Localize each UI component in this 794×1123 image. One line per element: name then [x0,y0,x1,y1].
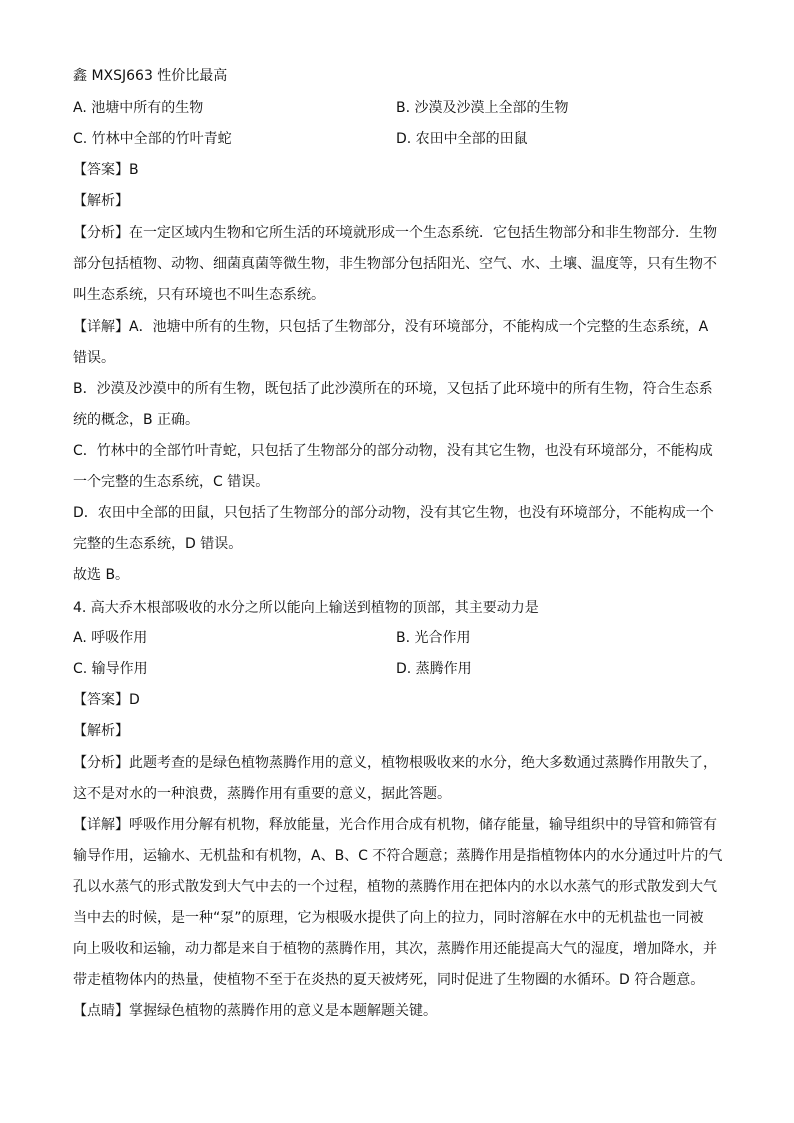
q3-option-d: D. 农田中全部的田鼠 [396,131,528,147]
q4-jiexi-heading: 【解析】 [73,723,129,739]
q4-option-b: B. 光合作用 [396,630,471,646]
q3-detail-line: 统的概念，B 正确。 [73,412,200,428]
q3-detail-line: 一个完整的生态系统，C 错误。 [73,474,270,490]
q4-key-point: 【点睛】掌握绿色植物的蒸腾作用的意义是本题解题关键。 [73,1003,437,1019]
q3-jiexi-heading: 【解析】 [73,193,129,209]
q3-analysis-line: 【分析】在一定区域内生物和它所生活的环境就形成一个生态系统．它包括生物部分和非生物部分．生物 [73,225,717,241]
q3-option-a: A. 池塘中所有的生物 [73,100,204,116]
q3-conclusion: 故选 B。 [73,567,130,583]
q4-stem: 4. 高大乔木根部吸收的水分之所以能向上输送到植物的顶部，其主要动力是 [73,600,539,616]
q3-detail-line: C．竹林中的全部竹叶青蛇，只包括了生物部分的部分动物，没有其它生物，也没有环境部分，不能构成 [73,443,713,459]
q3-analysis [73,218,723,311]
q4-option-a: A. 呼吸作用 [73,630,148,646]
q3-analysis-line: 叫生态系统，只有环境也不叫生态系统。 [73,287,325,303]
q4-detail-line: 输导作用，运输水、无机盐和有机物，A、B、C 不符合题意；蒸腾作用是指植物体内的水分通过叶片的气 [73,848,723,864]
q3-option-c: C. 竹林中全部的竹叶青蛇 [73,131,232,147]
q3-answer: 【答案】B [73,162,139,178]
q4-analysis [73,748,723,810]
header-watermark-text: 鑫 MXSJ663 性价比最高 [73,68,228,84]
q4-option-c: C. 输导作用 [73,661,148,677]
q4-analysis-line: 这不是对水的一种浪费，蒸腾作用有重要的意义，据此答题。 [73,786,451,802]
q3-detail-line: 完整的生态系统，D 错误。 [73,536,243,552]
q3-detail-line: 【详解】A．池塘中所有的生物，只包括了生物部分，没有环境部分，不能构成一个完整的生态系统，A [73,319,709,335]
q4-detail-line: 【详解】呼吸作用分解有机物，释放能量，光合作用合成有机物，储存能量，输导组织中的导管和筛管有 [73,817,717,833]
q4-option-d: D. 蒸腾作用 [396,661,472,677]
q4-detail-line: 向上吸收和运输，动力都是来自于植物的蒸腾作用，其次，蒸腾作用还能提高大气的湿度，增加降水，并 [73,941,717,957]
q3-detailed-explanation [73,312,723,591]
q3-detail-line: 错误。 [73,350,115,366]
q3-option-b: B. 沙漠及沙漠上全部的生物 [396,100,569,116]
q3-detail-line: B．沙漠及沙漠中的所有生物，既包括了此沙漠所在的环境，又包括了此环境中的所有生物，符合生态系 [73,381,713,397]
q4-detail-line: 带走植物体内的热量，使植物不至于在炎热的夏天被烤死，同时促进了生物圈的水循环。D 符合题意。 [73,972,705,988]
q3-detail-line: D．农田中全部的田鼠，只包括了生物部分的部分动物，没有其它生物，也没有环境部分，不能构成一个 [73,505,714,521]
q4-detailed-explanation [73,810,723,996]
q4-answer: 【答案】D [73,692,140,708]
q3-analysis-line: 部分包括植物、动物、细菌真菌等微生物，非生物部分包括阳光、空气、水、土壤、温度等，只有生物不 [73,256,717,272]
q4-analysis-line: 【分析】此题考查的是绿色植物蒸腾作用的意义，植物根吸收来的水分，绝大多数通过蒸腾作用散失了， [73,755,717,771]
q4-detail-line: 当中去的时候，是一种“泵”的原理，它为根吸水提供了向上的拉力，同时溶解在水中的无机盐也一同被 [73,910,704,926]
q4-detail-line: 孔以水蒸气的形式散发到大气中去的一个过程，植物的蒸腾作用在把体内的水以水蒸气的形式散发到大气 [73,879,717,895]
